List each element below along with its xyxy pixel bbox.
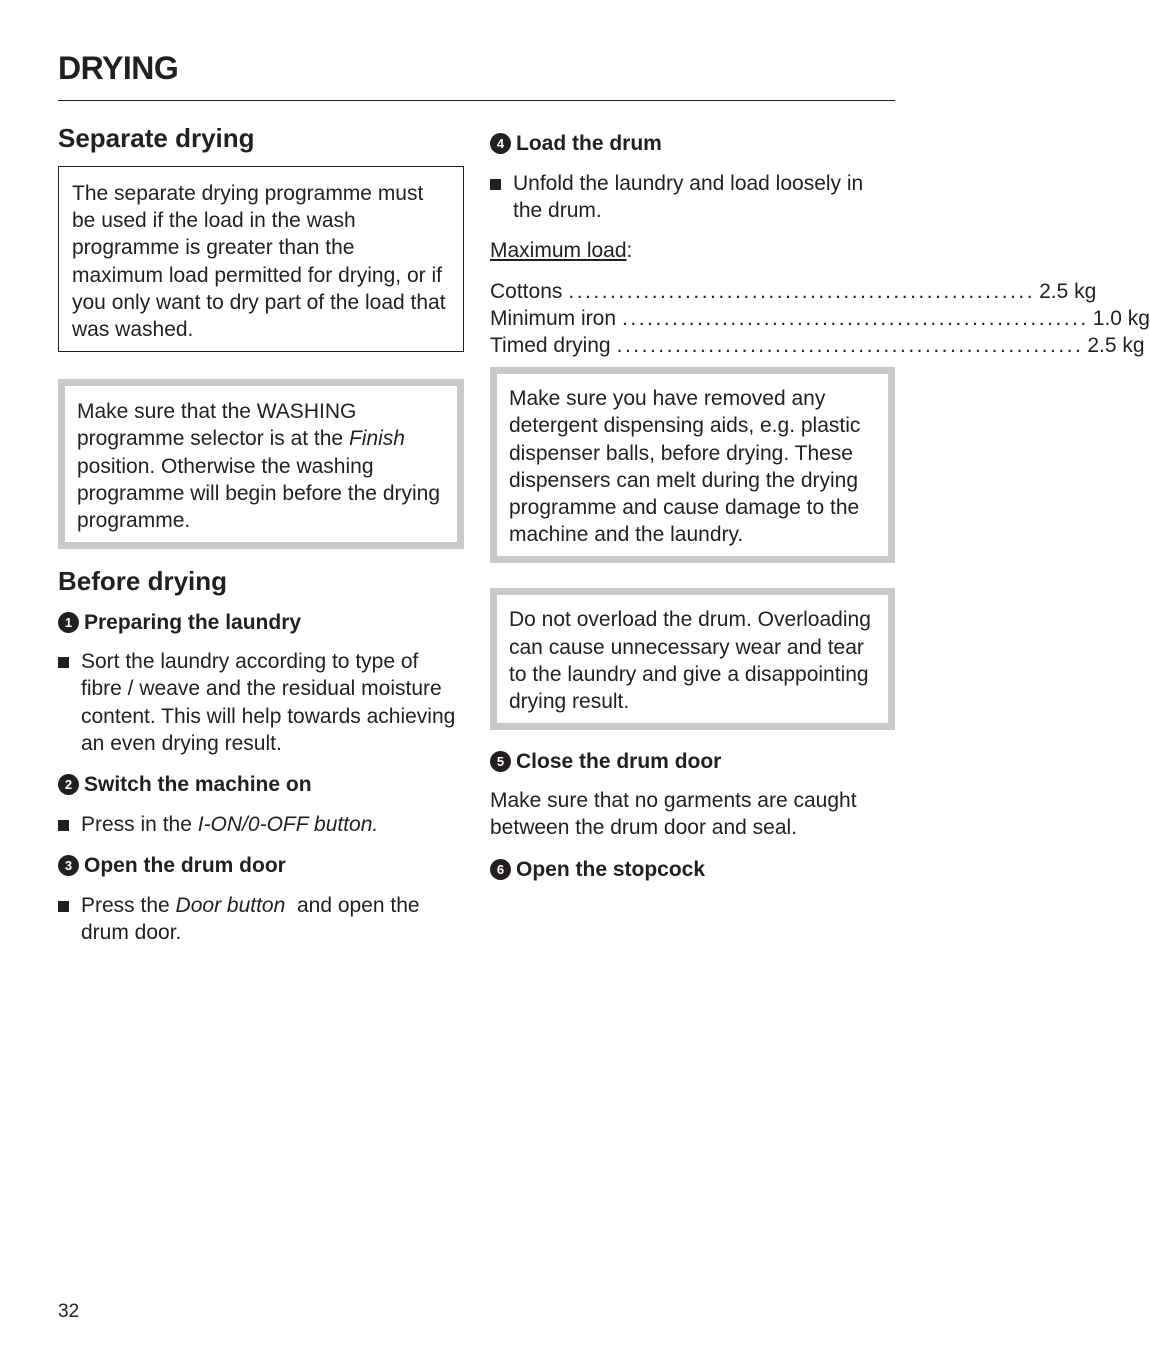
step-6-heading [490, 856, 895, 883]
bullet-text: Unfold the laundry and load loosely in the drum. [513, 172, 864, 223]
maximum-load-colon: : [626, 239, 633, 263]
step-title: Switch the machine on [84, 773, 312, 797]
bullet-prefix: Press the [81, 894, 176, 918]
step-number-badge: 4 [490, 133, 511, 154]
square-bullet-icon [490, 179, 501, 190]
bullet-text [81, 811, 464, 838]
step-number-badge: 6 [490, 859, 511, 880]
step-4-heading [490, 130, 895, 157]
square-bullet-icon [58, 657, 69, 668]
left-column [58, 122, 464, 947]
step-1-heading [58, 609, 464, 636]
programme-selector-warning-box [58, 379, 464, 549]
maximum-load-label [490, 237, 895, 264]
page-title: DRYING [58, 50, 179, 86]
load-row-label: Minimum iron [490, 306, 617, 330]
step-title: Close the drum door [516, 750, 722, 774]
separate-drying-heading: Separate drying [58, 123, 255, 153]
step-5-heading [490, 748, 895, 775]
step-number-badge: 2 [58, 774, 79, 795]
bullet-text: Sort the laundry according to type of fibre / weave and the residual moisture content. This will help towards achieving an even drying result. [81, 650, 456, 755]
step-5-text: Make sure that no garments are caught between the drum door and seal. [490, 789, 857, 840]
dispenser-warning-text: Make sure you have removed any detergent dispensing aids, e.g. plastic dispenser balls, before drying. These dispensers can melt during the drying programme and cause damage to the machine and the laundry. [509, 387, 861, 547]
page-number: 32 [58, 1301, 80, 1322]
leader-dots: ........................................................ [622, 306, 1089, 330]
square-bullet-icon [58, 901, 69, 912]
load-row-value: 2.5 kg [1087, 334, 1145, 358]
step-title: Open the drum door [84, 854, 286, 878]
bullet-suffix: and open the drum door. [81, 894, 426, 945]
bullet-button-name: I-ON/0-OFF button. [197, 813, 379, 837]
load-row-timed-drying [490, 332, 1145, 359]
warning-text-part1: Make sure that the WASHING programme selector is at the [77, 400, 357, 451]
step-number-badge: 5 [490, 751, 511, 772]
load-row-value: 1.0 kg [1092, 306, 1150, 330]
leader-dots: ........................................................ [568, 279, 1036, 303]
load-row-cottons [490, 278, 1097, 305]
step-3-heading [58, 852, 464, 879]
warning-text-part2: position. Otherwise the washing programme will begin before the drying programme. [77, 454, 441, 533]
separate-drying-info-box [58, 166, 464, 352]
overload-warning-text: Do not overload the drum. Overloading can cause unnecessary wear and tear to the laundry and give a disappointing drying result. [509, 608, 871, 714]
load-row-label: Timed drying [490, 334, 611, 358]
warning-text-finish: Finish [348, 427, 405, 451]
before-drying-heading: Before drying [58, 566, 228, 597]
title-divider [58, 100, 895, 101]
step-title: Open the stopcock [516, 857, 706, 881]
step-4-bullet [490, 170, 895, 224]
right-column [490, 122, 1150, 883]
leader-dots: ........................................................ [616, 334, 1084, 358]
step-number-badge: 1 [58, 612, 79, 633]
separate-drying-info-text: The separate drying programme must be used if the load in the wash programme is greater than the maximum load permitted for drying, or if you only want to dry part of the load that was washed. [72, 182, 446, 342]
step-2-heading [58, 771, 464, 798]
dispenser-warning-box [490, 367, 895, 563]
square-bullet-icon [58, 820, 69, 831]
load-row-value: 2.5 kg [1039, 279, 1097, 303]
step-1-bullet [58, 648, 464, 757]
step-number-badge: 3 [58, 855, 79, 876]
bullet-button-name: Door button [175, 894, 286, 918]
step-title: Load the drum [516, 132, 662, 155]
overload-warning-box [490, 588, 895, 730]
maximum-load-text: Maximum load [490, 239, 627, 263]
load-row-label: Cottons [490, 279, 563, 303]
step-3-bullet [58, 892, 464, 946]
load-row-minimum-iron [490, 305, 1150, 332]
step-title: Preparing the laundry [84, 611, 302, 635]
bullet-text [81, 892, 464, 946]
bullet-prefix: Press in the [81, 813, 198, 837]
maximum-load-table [490, 278, 1150, 360]
step-2-bullet [58, 811, 464, 838]
